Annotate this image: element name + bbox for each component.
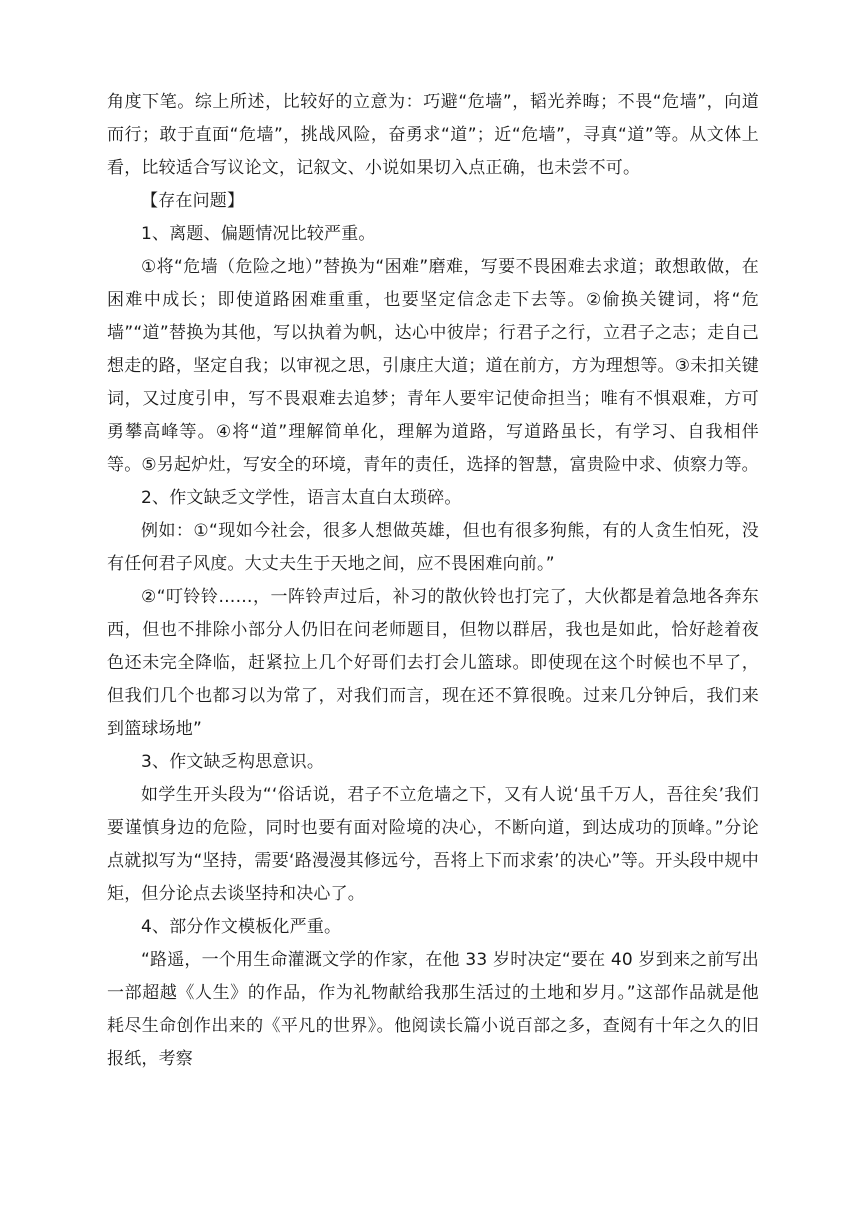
subheading-off-topic: 1、离题、偏题情况比较严重。 [141,224,376,244]
paragraph-intro: 角度下笔。综上所述，比较好的立意为：巧避“危墙”，韬光养晦；不畏“危墙”，向道而行；敢于直面“危墙”，挑战风险，奋勇求“道”；近“危墙”，寻真“道”等。从文体上看，比较适合写议论文，记叙文、小说如果切入点正确，也未尝不可。 [107,92,759,178]
paragraph-structure-example: 如学生开头段为“‘俗话说，君子不立危墙之下，又有人说‘虽千万人，吾往矣’我们要谨慎身边的危险，同时也要有面对险境的决心，不断向道，到达成功的顶峰。”分论点就拟写为“坚持，需要‘路漫漫其修远兮，吾将上下而求索’的决心”等。开头段中规中矩，但分论点去谈坚持和决心了。 [107,785,759,904]
paragraph-example-1: 例如：①“现如今社会，很多人想做英雄，但也有很多狗熊，有的人贪生怕死，没有任何君子风度。大丈夫生于天地之间，应不畏困难向前。” [107,521,759,574]
subheading-literary: 2、作文缺乏文学性，语言太直白太琐碎。 [141,488,462,508]
document-page [107,86,759,1076]
paragraph-template-example: “路遥，一个用生命灌溉文学的作家，在他 33 岁时决定“要在 40 岁到来之前写出一部超越《人生》的作品，作为礼物献给我那生活过的土地和岁月。”这部作品就是他耗尽生命创作出来的《平凡的世界》。他阅读长篇小说百部之多，查阅有十年之久的旧报纸，考察 [107,950,759,1069]
subheading-structure: 3、作文缺乏构思意识。 [141,752,325,772]
section-heading-problems: 【存在问题】 [141,191,245,211]
paragraph-off-topic-details: ①将“危墙（危险之地）”替换为“困难”磨难，写要不畏困难去求道；敢想敢做，在困难中成长；即使道路困难重重，也要坚定信念走下去等。②偷换关键词，将“危墙”“道”替换为其他，写以执着为帆，达心中彼岸；行君子之行，立君子之志；走自己想走的路，坚定自我；以审视之思，引康庄大道；道在前方，方为理想等。③未扣关键词，又过度引申，写不畏艰难去追梦；青年人要牢记使命担当；唯有不惧艰难，方可勇攀高峰等。④将“道”理解简单化，理解为道路，写道路虽长，有学习、自我相伴等。⑤另起炉灶，写安全的环境，青年的责任，选择的智慧，富贵险中求、侦察力等。 [107,257,759,475]
paragraph-example-2: ②“叮铃铃……，一阵铃声过后，补习的散伙铃也打完了，大伙都是着急地各奔东西，但也不排除小部分人仍旧在问老师题目，但物以群居，我也是如此，恰好趁着夜色还未完全降临，赶紧拉上几个好哥们去打会儿篮球。即使现在这个时候也不早了，但我们几个也都习以为常了，对我们而言，现在还不算很晚。过来几分钟后，我们来到篮球场地” [107,587,759,739]
subheading-template: 4、部分作文模板化严重。 [141,917,342,937]
